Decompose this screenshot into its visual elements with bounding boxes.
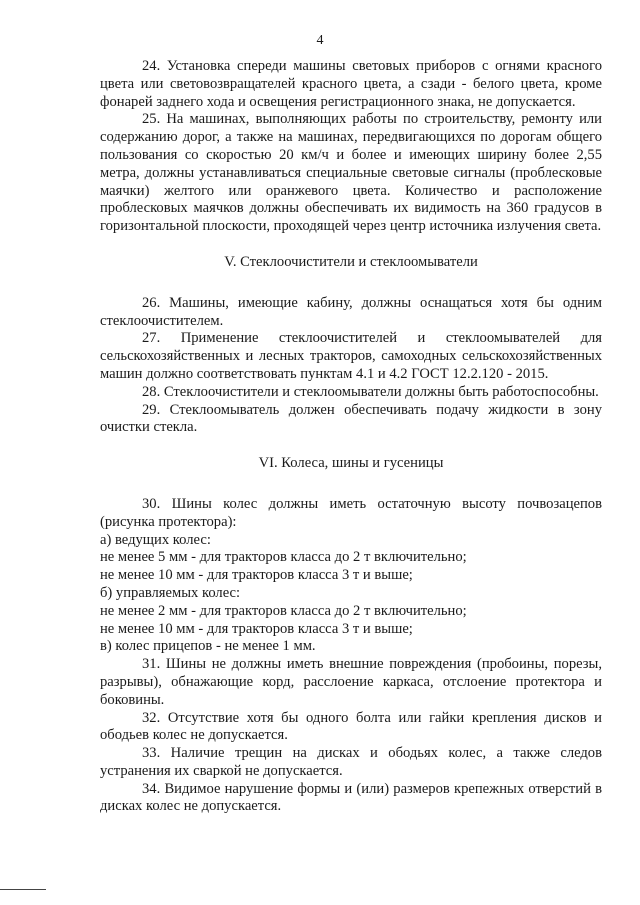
list-item: не менее 10 мм - для тракторов класса 3 т и выше; — [100, 620, 413, 637]
list-item: а) ведущих колес: — [100, 531, 211, 548]
paragraph-34: 34. Видимое нарушение формы и (или) размеров крепежных отверстий в дисках колес не допускается. — [100, 780, 602, 815]
paragraph-25: 25. На машинах, выполняющих работы по строительству, ремонту или содержанию дорог, а также на машинах, передвигающихся по дорогам общего пользования со скоростью 20 км/ч и более и имеющих ширину более 2,55 метра, должны устанавливаться специальные световые сигналы (проблесковые маячки) желтого или оранжевого цвета. Количество и расположение проблесковых маячков должны обеспечивать их видимость на 360 градусов в горизонтальной плоскости, проходящей через центр источника излучения света. — [100, 111, 602, 235]
section-v-heading: V. Стеклоочистители и стеклоомыватели — [224, 253, 478, 270]
paragraph-28: 28. Стеклоочистители и стеклоомыватели должны быть работоспособны. — [142, 383, 599, 400]
footer-rule — [0, 889, 46, 890]
section-vi-heading: VI. Колеса, шины и гусеницы — [258, 455, 444, 472]
paragraph-26: 26. Машины, имеющие кабину, должны оснащаться хотя бы одним стеклоочистителем. — [100, 294, 602, 329]
list-item: не менее 5 мм - для тракторов класса до 2 т включительно; — [100, 549, 467, 566]
paragraph-32: 32. Отсутствие хотя бы одного болта или гайки крепления дисков и ободьев колес не допускается. — [100, 709, 602, 744]
paragraph-27: 27. Применение стеклоочистителей и стеклоомывателей для сельскохозяйственных и лесных тракторов, самоходных сельскохозяйственных машин должно соответствовать пунктам 4.1 и 4.2 ГОСТ 12.2.120 - 2015. — [100, 330, 602, 382]
list-item: не менее 10 мм - для тракторов класса 3 т и выше; — [100, 567, 413, 584]
list-item: б) управляемых колес: — [100, 584, 241, 601]
paragraph-33: 33. Наличие трещин на дисках и ободьях колес, а также следов устранения их сваркой не допускается. — [100, 745, 602, 779]
paragraph-24: 24. Установка спереди машины световых приборов с огнями красного цвета или световозвращателей красного цвета, а сзади - белого цвета, кроме фонарей заднего хода и освещения регистрационного знака, не допускается. — [100, 58, 602, 110]
list-item: не менее 2 мм - для тракторов класса до 2 т включительно; — [100, 602, 467, 619]
list-item: в) колес прицепов - не менее 1 мм. — [100, 638, 316, 655]
page-number: 4 — [316, 33, 324, 48]
paragraph-30: 30. Шины колес должны иметь остаточную высоту почвозацепов (рисунка протектора): — [100, 495, 602, 530]
paragraph-29: 29. Стеклоомыватель должен обеспечивать подачу жидкости в зону очистки стекла. — [100, 401, 602, 436]
paragraph-31: 31. Шины не должны иметь внешние повреждения (пробоины, порезы, разрывы), обнажающие корд, расслоение каркаса, отслоение протектора и боковины. — [100, 656, 602, 708]
document-body — [100, 58, 602, 816]
